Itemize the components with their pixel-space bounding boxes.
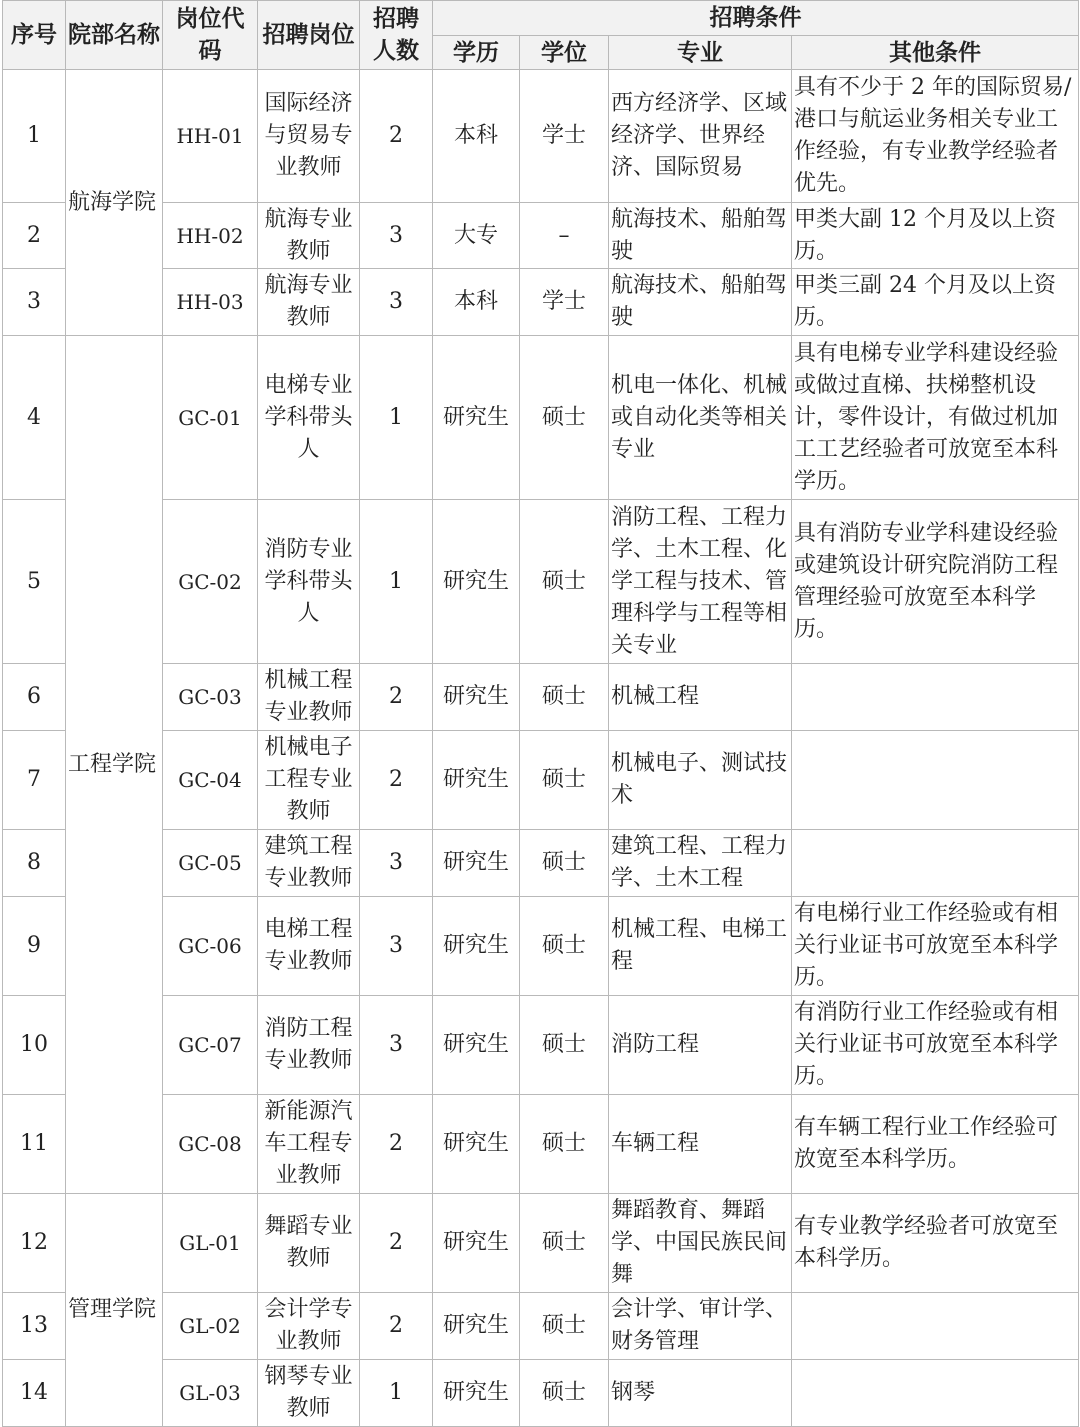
table-row (3, 500, 1079, 664)
table-row (3, 203, 1079, 269)
count-cell: 3 (360, 897, 433, 996)
count-cell: 2 (360, 1194, 433, 1293)
edu-cell: 研究生 (433, 1360, 520, 1427)
post-cell: 航海专业教师 (258, 203, 360, 269)
count-cell: 1 (360, 500, 433, 664)
other-cell: 具有不少于 2 年的国际贸易/港口与航运业务相关专业工作经验，有专业教学经验者优先。 (792, 70, 1079, 203)
other-cell: 有消防行业工作经验或有相关行业证书可放宽至本科学历。 (792, 996, 1079, 1095)
count-cell: 3 (360, 269, 433, 336)
other-cell (792, 731, 1079, 830)
table-row (3, 1293, 1079, 1360)
post-cell: 钢琴专业教师 (258, 1360, 360, 1427)
major-cell: 西方经济学、区域经济学、世界经济、国际贸易 (609, 70, 792, 203)
header-other: 其他条件 (792, 36, 1079, 70)
count-cell: 2 (360, 664, 433, 731)
count-cell: 1 (360, 336, 433, 500)
degree-cell: 硕士 (520, 1360, 609, 1427)
seq-cell: 11 (3, 1095, 66, 1194)
other-cell (792, 1293, 1079, 1360)
major-cell: 会计学、审计学、财务管理 (609, 1293, 792, 1360)
seq-cell: 12 (3, 1194, 66, 1293)
seq-cell: 8 (3, 830, 66, 897)
post-cell: 消防专业学科带头人 (258, 500, 360, 664)
count-cell: 3 (360, 996, 433, 1095)
count-cell: 2 (360, 70, 433, 203)
major-cell: 钢琴 (609, 1360, 792, 1427)
code-cell: GC-02 (163, 500, 258, 664)
edu-cell: 研究生 (433, 1095, 520, 1194)
post-cell: 舞蹈专业教师 (258, 1194, 360, 1293)
edu-cell: 研究生 (433, 1293, 520, 1360)
post-cell: 国际经济与贸易专业教师 (258, 70, 360, 203)
degree-cell: 硕士 (520, 897, 609, 996)
header-edu: 学历 (433, 36, 520, 70)
table-row (3, 731, 1079, 830)
edu-cell: 本科 (433, 269, 520, 336)
seq-cell: 5 (3, 500, 66, 664)
table-row (3, 269, 1079, 336)
code-cell: GC-03 (163, 664, 258, 731)
header-seq: 序号 (3, 1, 66, 70)
header-major: 专业 (609, 36, 792, 70)
count-cell: 3 (360, 203, 433, 269)
post-cell: 新能源汽车工程专业教师 (258, 1095, 360, 1194)
code-cell: HH-01 (163, 70, 258, 203)
post-cell: 建筑工程专业教师 (258, 830, 360, 897)
degree-cell: 硕士 (520, 664, 609, 731)
major-cell: 舞蹈教育、舞蹈学、中国民族民间舞 (609, 1194, 792, 1293)
major-cell: 消防工程 (609, 996, 792, 1095)
code-cell: HH-03 (163, 269, 258, 336)
seq-cell: 1 (3, 70, 66, 203)
degree-cell: 硕士 (520, 1194, 609, 1293)
other-cell: 具有消防专业学科建设经验或建筑设计研究院消防工程管理经验可放宽至本科学历。 (792, 500, 1079, 664)
header-conditions: 招聘条件 (433, 1, 1079, 36)
dept-cell-gl: 管理学院 (66, 1194, 163, 1427)
other-cell: 具有电梯专业学科建设经验或做过直梯、扶梯整机设计，零件设计，有做过机加工工艺经验者可放宽至本科学历。 (792, 336, 1079, 500)
other-cell: 有专业教学经验者可放宽至本科学历。 (792, 1194, 1079, 1293)
major-cell: 航海技术、船舶驾驶 (609, 203, 792, 269)
major-cell: 机械电子、测试技术 (609, 731, 792, 830)
post-cell: 电梯工程专业教师 (258, 897, 360, 996)
edu-cell: 研究生 (433, 500, 520, 664)
table-row (3, 830, 1079, 897)
table-row (3, 664, 1079, 731)
header-dept: 院部名称 (66, 1, 163, 70)
edu-cell: 研究生 (433, 336, 520, 500)
other-cell: 有车辆工程行业工作经验可放宽至本科学历。 (792, 1095, 1079, 1194)
table-row (3, 1095, 1079, 1194)
count-cell: 3 (360, 830, 433, 897)
degree-cell: – (520, 203, 609, 269)
degree-cell: 硕士 (520, 500, 609, 664)
degree-cell: 硕士 (520, 1095, 609, 1194)
edu-cell: 研究生 (433, 897, 520, 996)
table-row (3, 1194, 1079, 1293)
edu-cell: 研究生 (433, 996, 520, 1095)
seq-cell: 9 (3, 897, 66, 996)
header-post: 招聘岗位 (258, 1, 360, 70)
count-cell: 1 (360, 1360, 433, 1427)
seq-cell: 14 (3, 1360, 66, 1427)
code-cell: GC-01 (163, 336, 258, 500)
other-cell (792, 1360, 1079, 1427)
table-row (3, 70, 1079, 203)
edu-cell: 研究生 (433, 664, 520, 731)
degree-cell: 硕士 (520, 336, 609, 500)
major-cell: 机电一体化、机械或自动化类等相关专业 (609, 336, 792, 500)
other-cell: 甲类大副 12 个月及以上资历。 (792, 203, 1079, 269)
seq-cell: 6 (3, 664, 66, 731)
header-row-1 (3, 1, 1079, 36)
degree-cell: 学士 (520, 70, 609, 203)
post-cell: 会计学专业教师 (258, 1293, 360, 1360)
seq-cell: 3 (3, 269, 66, 336)
seq-cell: 2 (3, 203, 66, 269)
table-row (3, 996, 1079, 1095)
code-cell: GC-04 (163, 731, 258, 830)
other-cell (792, 664, 1079, 731)
seq-cell: 13 (3, 1293, 66, 1360)
post-cell: 电梯专业学科带头人 (258, 336, 360, 500)
code-cell: GL-02 (163, 1293, 258, 1360)
recruitment-table (2, 0, 1079, 1427)
code-cell: GL-03 (163, 1360, 258, 1427)
major-cell: 车辆工程 (609, 1095, 792, 1194)
count-cell: 2 (360, 1293, 433, 1360)
seq-cell: 7 (3, 731, 66, 830)
header-degree: 学位 (520, 36, 609, 70)
post-cell: 机械工程专业教师 (258, 664, 360, 731)
dept-cell-gc: 工程学院 (66, 336, 163, 1194)
major-cell: 建筑工程、工程力学、土木工程 (609, 830, 792, 897)
major-cell: 消防工程、工程力学、土木工程、化学工程与技术、管理科学与工程等相关专业 (609, 500, 792, 664)
table-row (3, 336, 1079, 500)
edu-cell: 研究生 (433, 1194, 520, 1293)
other-cell: 甲类三副 24 个月及以上资历。 (792, 269, 1079, 336)
edu-cell: 本科 (433, 70, 520, 203)
edu-cell: 大专 (433, 203, 520, 269)
header-count: 招聘人数 (360, 1, 433, 70)
table-row (3, 897, 1079, 996)
degree-cell: 学士 (520, 269, 609, 336)
code-cell: GC-07 (163, 996, 258, 1095)
header-code: 岗位代码 (163, 1, 258, 70)
post-cell: 航海专业教师 (258, 269, 360, 336)
major-cell: 机械工程 (609, 664, 792, 731)
other-cell: 有电梯行业工作经验或有相关行业证书可放宽至本科学历。 (792, 897, 1079, 996)
degree-cell: 硕士 (520, 731, 609, 830)
count-cell: 2 (360, 731, 433, 830)
count-cell: 2 (360, 1095, 433, 1194)
code-cell: GC-06 (163, 897, 258, 996)
degree-cell: 硕士 (520, 830, 609, 897)
code-cell: GL-01 (163, 1194, 258, 1293)
seq-cell: 4 (3, 336, 66, 500)
degree-cell: 硕士 (520, 1293, 609, 1360)
post-cell: 机械电子工程专业教师 (258, 731, 360, 830)
code-cell: GC-05 (163, 830, 258, 897)
dept-cell-hh: 航海学院 (66, 70, 163, 336)
table-row (3, 1360, 1079, 1427)
edu-cell: 研究生 (433, 830, 520, 897)
edu-cell: 研究生 (433, 731, 520, 830)
code-cell: HH-02 (163, 203, 258, 269)
post-cell: 消防工程专业教师 (258, 996, 360, 1095)
major-cell: 航海技术、船舶驾驶 (609, 269, 792, 336)
major-cell: 机械工程、电梯工程 (609, 897, 792, 996)
seq-cell: 10 (3, 996, 66, 1095)
degree-cell: 硕士 (520, 996, 609, 1095)
other-cell (792, 830, 1079, 897)
code-cell: GC-08 (163, 1095, 258, 1194)
